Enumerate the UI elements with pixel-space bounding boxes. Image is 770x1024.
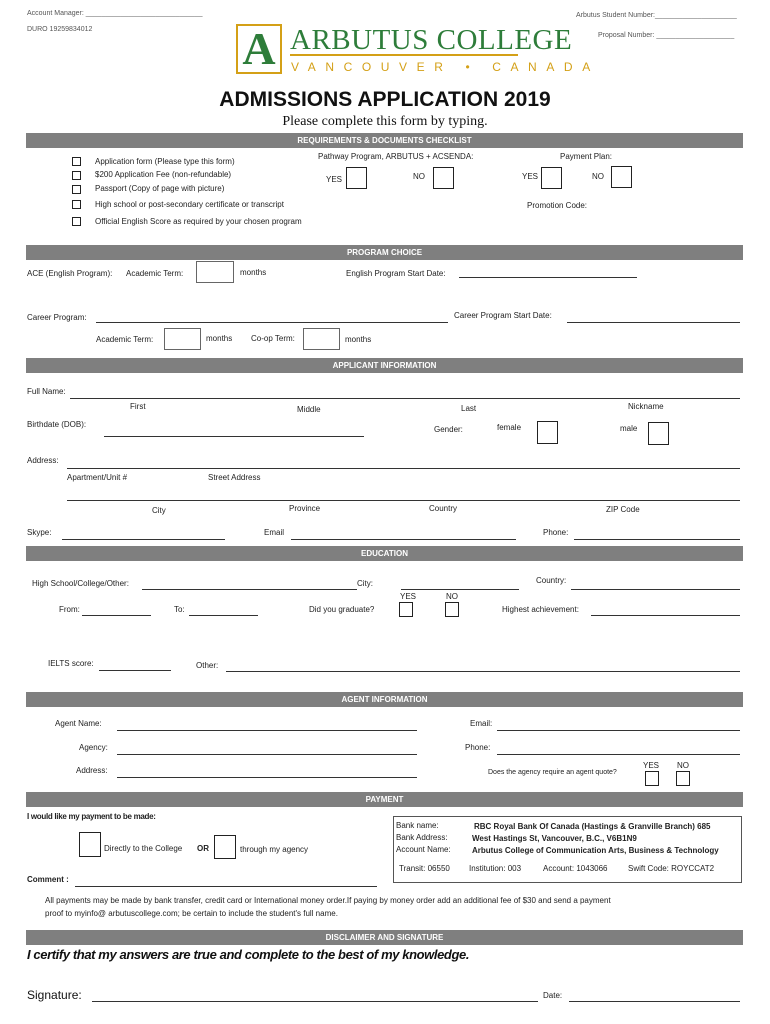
- account-number: Account: 1043066: [543, 864, 608, 873]
- city-caption: City: [152, 506, 166, 515]
- comment-input[interactable]: [75, 886, 377, 887]
- graduate-no-box[interactable]: [445, 602, 459, 617]
- ace-academic-term-input[interactable]: [196, 261, 234, 283]
- page-subtitle: Please complete this form by typing.: [282, 114, 488, 129]
- req-item: High school or post-secondary certificate or transcript: [95, 200, 284, 209]
- logo-divider: [290, 54, 518, 56]
- female-label: female: [497, 423, 522, 432]
- english-start-input[interactable]: [459, 277, 637, 278]
- bank-name-label: Bank name:: [396, 821, 439, 830]
- skype-label: Skype:: [27, 528, 52, 537]
- address-label: Address:: [27, 456, 59, 465]
- edu-city-label: City:: [357, 579, 373, 588]
- edu-other-label: Other:: [196, 661, 219, 670]
- agent-address-label: Address:: [76, 766, 108, 775]
- agent-quote-no-label: NO: [677, 761, 689, 770]
- nickname-caption: Nickname: [628, 402, 664, 411]
- payment-intro: I would like my payment to be made:: [27, 812, 156, 821]
- to-input[interactable]: [189, 615, 258, 616]
- career-program-input[interactable]: [96, 322, 448, 323]
- pathway-yes-box[interactable]: [346, 167, 367, 189]
- country-caption: Country: [429, 504, 458, 513]
- phone-label: Phone:: [543, 528, 569, 537]
- middle-name-caption: Middle: [297, 405, 321, 414]
- proposal-number-label: Proposal Number: ____________________: [598, 32, 735, 39]
- pay-agency-box[interactable]: [214, 835, 236, 859]
- account-manager-label: Account Manager: ______________________________: [27, 10, 203, 17]
- apartment-caption: Apartment/Unit #: [67, 473, 128, 482]
- agency-label: Agency:: [79, 743, 108, 752]
- male-label: male: [620, 424, 638, 433]
- career-academic-term-input[interactable]: [164, 328, 201, 350]
- edu-other-input[interactable]: [226, 671, 740, 672]
- ace-months-label: months: [240, 268, 267, 277]
- phone-input[interactable]: [574, 539, 740, 540]
- agent-phone-input[interactable]: [497, 754, 740, 755]
- agent-phone-label: Phone:: [465, 743, 491, 752]
- signature-label: Signature:: [27, 988, 82, 1002]
- last-name-caption: Last: [461, 404, 477, 413]
- pay-agency-label: through my agency: [240, 845, 309, 854]
- graduate-no-label: NO: [446, 592, 458, 601]
- career-start-input[interactable]: [567, 322, 740, 323]
- birthdate-input[interactable]: [104, 436, 364, 437]
- career-program-label: Career Program:: [27, 313, 87, 322]
- email-label: Email: [264, 528, 285, 537]
- zip-caption: ZIP Code: [606, 505, 640, 514]
- program-choice-bar: PROGRAM CHOICE: [26, 245, 743, 260]
- graduate-yes-label: YES: [400, 592, 417, 601]
- career-months-label: months: [206, 334, 233, 343]
- pathway-yes-label: YES: [326, 175, 343, 184]
- payment-note-line-2: proof to myinfo@ arbutuscollege.com; be certain to include the student's full name.: [45, 909, 338, 918]
- agent-quote-yes-box[interactable]: [645, 771, 659, 786]
- graduate-yes-box[interactable]: [399, 602, 413, 617]
- institution-number: Institution: 003: [469, 864, 522, 873]
- edu-city-input[interactable]: [401, 589, 519, 590]
- career-start-label: Career Program Start Date:: [454, 311, 552, 320]
- college-name: ARBUTUS COLLEGE: [290, 24, 573, 56]
- pathway-no-box[interactable]: [433, 167, 454, 189]
- birthdate-label: Birthdate (DOB):: [27, 420, 87, 429]
- req-item: Passport (Copy of page with picture): [95, 184, 225, 193]
- agent-info-bar: AGENT INFORMATION: [26, 692, 743, 707]
- college-logo: [236, 24, 282, 74]
- signature-input[interactable]: [92, 1001, 538, 1002]
- page-title: ADMISSIONS APPLICATION 2019: [219, 88, 551, 111]
- ace-label: ACE (English Program):: [27, 269, 113, 278]
- province-caption: Province: [289, 504, 321, 513]
- agent-address-input[interactable]: [117, 777, 417, 778]
- checkbox-transcript[interactable]: [72, 200, 81, 209]
- agent-name-label: Agent Name:: [55, 719, 102, 728]
- from-label: From:: [59, 605, 80, 614]
- duro-number: DURO 19259834012: [27, 26, 93, 33]
- agency-input[interactable]: [117, 754, 417, 755]
- bank-address-label: Bank Address:: [396, 833, 448, 842]
- payment-plan-label: Payment Plan:: [560, 152, 613, 161]
- male-checkbox[interactable]: [648, 422, 669, 445]
- agent-email-label: Email:: [470, 719, 493, 728]
- ielts-label: IELTS score:: [48, 659, 94, 668]
- checkbox-passport[interactable]: [72, 185, 81, 194]
- graduate-label: Did you graduate?: [309, 605, 375, 614]
- agent-email-input[interactable]: [497, 730, 740, 731]
- from-input[interactable]: [82, 615, 151, 616]
- pay-direct-label: Directly to the College: [104, 844, 183, 853]
- school-label: High School/College/Other:: [32, 579, 129, 588]
- gender-label: Gender:: [434, 425, 463, 434]
- education-bar: EDUCATION: [26, 546, 743, 561]
- payment-note-line-1: All payments may be made by bank transfer, credit card or International money order.If paying by money order add an additional fee of $30 and send a payment: [45, 896, 611, 905]
- edu-country-label: Country:: [536, 576, 567, 585]
- agent-quote-yes-label: YES: [643, 761, 660, 770]
- disclaimer-bar: DISCLAIMER AND SIGNATURE: [26, 930, 743, 945]
- certify-statement: I certify that my answers are true and complete to the best of my knowledge.: [27, 947, 470, 962]
- checkbox-application-fee[interactable]: [72, 171, 81, 180]
- ace-academic-term-label: Academic Term:: [126, 269, 184, 278]
- transit-number: Transit: 06550: [399, 864, 450, 873]
- full-name-input[interactable]: [70, 398, 740, 399]
- payment-bar: PAYMENT: [26, 792, 743, 807]
- highest-achievement-input[interactable]: [591, 615, 740, 616]
- plan-no-label: NO: [592, 172, 604, 181]
- pathway-label: Pathway Program, ARBUTUS + ACSENDA:: [318, 152, 474, 161]
- plan-no-box[interactable]: [611, 166, 632, 188]
- applicant-info-bar: APPLICANT INFORMATION: [26, 358, 743, 373]
- coop-term-input[interactable]: [303, 328, 340, 350]
- agent-quote-question: Does the agency require an agent quote?: [488, 769, 617, 776]
- account-name-value: Arbutus College of Communication Arts, Business & Technology: [472, 846, 719, 855]
- agent-name-input[interactable]: [117, 730, 417, 731]
- bank-name-value: RBC Royal Bank Of Canada (Hastings & Granville Branch) 685: [474, 822, 711, 831]
- female-checkbox[interactable]: [537, 421, 558, 444]
- date-label: Date:: [543, 991, 563, 1000]
- to-label: To:: [174, 605, 185, 614]
- checkbox-english-score[interactable]: [72, 217, 81, 226]
- edu-country-input[interactable]: [571, 589, 740, 590]
- promotion-code-label: Promotion Code:: [527, 201, 588, 210]
- bank-details-box: [393, 816, 742, 883]
- full-name-label: Full Name:: [27, 387, 66, 396]
- school-input[interactable]: [142, 589, 357, 590]
- requirements-bar: REQUIREMENTS & DOCUMENTS CHECKLIST: [26, 133, 743, 148]
- pathway-no-label: NO: [413, 172, 425, 181]
- student-number-label: Arbutus Student Number:_____________________: [576, 12, 737, 19]
- skype-input[interactable]: [62, 539, 225, 540]
- pay-direct-box[interactable]: [79, 832, 101, 857]
- coop-months-label: months: [345, 335, 372, 344]
- agent-quote-no-box[interactable]: [676, 771, 690, 786]
- comment-label: Comment :: [27, 875, 69, 884]
- logo-letter: A: [242, 23, 276, 74]
- account-name-label: Account Name:: [396, 845, 451, 854]
- first-name-caption: First: [130, 402, 146, 411]
- coop-term-label: Co-op Term:: [251, 334, 295, 343]
- date-input[interactable]: [569, 1001, 740, 1002]
- address-line-2[interactable]: [67, 500, 740, 501]
- req-item: Official English Score as required by your chosen program: [95, 217, 302, 226]
- checkbox-application-form[interactable]: [72, 157, 81, 166]
- bank-address-value: West Hastings St, Vancouver, B.C., V6B1N9: [472, 834, 637, 843]
- req-item: $200 Application Fee (non-refundable): [95, 170, 232, 179]
- pay-or-label: OR: [197, 844, 209, 853]
- req-item: Application form (Please type this form): [95, 157, 235, 166]
- highest-achievement-label: Highest achievement:: [502, 605, 579, 614]
- plan-yes-label: YES: [522, 172, 539, 181]
- career-academic-term-label: Academic Term:: [96, 335, 154, 344]
- english-start-label: English Program Start Date:: [346, 269, 446, 278]
- plan-yes-box[interactable]: [541, 167, 562, 189]
- email-input[interactable]: [291, 539, 516, 540]
- street-caption: Street Address: [208, 473, 261, 482]
- college-location: VANCOUVER • CANADA: [291, 60, 600, 74]
- ielts-input[interactable]: [99, 670, 171, 671]
- swift-code: Swift Code: ROYCCAT2: [628, 864, 715, 873]
- address-line-1[interactable]: [67, 468, 740, 469]
